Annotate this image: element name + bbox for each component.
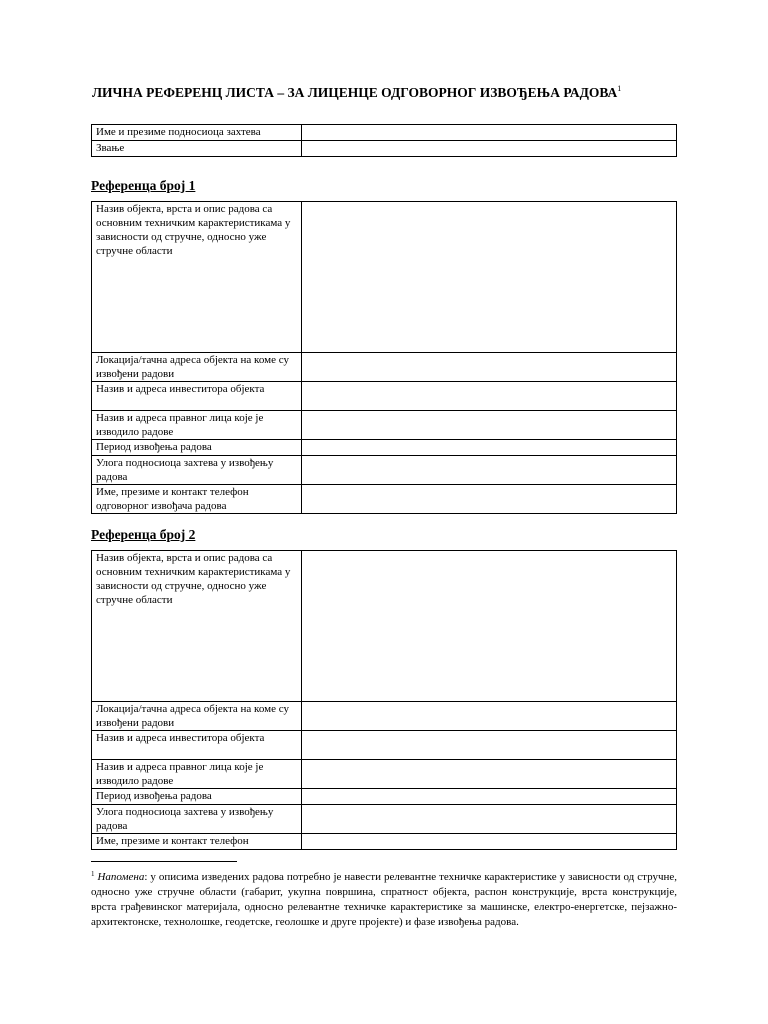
ref1-period-field[interactable] — [302, 440, 677, 456]
ref2-row-label: Назив објекта, врста и опис радова са основним техничким карактеристикама у зависности од стручне, односно уже стручне области — [92, 551, 302, 702]
ref1-row-label: Назив и адреса правног лица које је изводило радове — [92, 411, 302, 440]
applicant-name-label: Име и презиме подносиоца захтева — [92, 125, 302, 141]
ref1-investor-field[interactable] — [302, 382, 677, 411]
title-footnote-mark: 1 — [617, 84, 622, 93]
reference-1-heading: Референца број 1 — [91, 178, 196, 193]
ref1-object-field[interactable] — [302, 202, 677, 353]
ref2-period-field[interactable] — [302, 789, 677, 805]
ref1-row-label: Локација/тачна адреса објекта на коме су извођени радови — [92, 353, 302, 382]
reference-2-heading: Референца број 2 — [91, 527, 196, 542]
ref2-row-label: Име, презиме и контакт телефон — [92, 834, 302, 850]
ref1-row-label: Назив и адреса инвеститора објекта — [92, 382, 302, 411]
ref2-contractor-field[interactable] — [302, 760, 677, 789]
applicant-table — [91, 124, 677, 157]
ref1-row-label: Период извођења радова — [92, 440, 302, 456]
reference-1-table — [91, 201, 677, 514]
page-title — [92, 84, 692, 101]
ref2-row-label: Улога подносиоца захтева у извођењу радова — [92, 805, 302, 834]
footnote-text: : у описима изведених радова потребно је навести релевантне техничке карактеристике у зависности од стручне, односно уже стручне области (габарит, укупна површина, спратност објекта, распон конструкције, врста конструкције, врста грађевинског материјала, односно релевантне техничке карактеристике за машинске, електро-енергетске, пејзажно-архитектонске, технолошке, геодетске, геолошке и друге пројекте) и фазе извођења радова. — [91, 871, 677, 928]
ref1-row-label: Име, презиме и контакт телефон одговорног извођача радова — [92, 485, 302, 514]
ref1-role-field[interactable] — [302, 456, 677, 485]
footnote-label: Напомена — [97, 871, 145, 883]
ref2-row-label: Период извођења радова — [92, 789, 302, 805]
reference-2-table — [91, 550, 677, 850]
ref1-contractor-field[interactable] — [302, 411, 677, 440]
applicant-title-label: Звање — [92, 141, 302, 157]
ref2-row-label: Локација/тачна адреса објекта на коме су извођени радови — [92, 702, 302, 731]
ref1-row-label: Улога подносиоца захтева у извођењу радова — [92, 456, 302, 485]
ref1-contact-field[interactable] — [302, 485, 677, 514]
ref2-role-field[interactable] — [302, 805, 677, 834]
page-title-text: ЛИЧНА РЕФЕРЕНЦ ЛИСТА – ЗА ЛИЦЕНЦЕ ОДГОВОРНОГ ИЗВОЂЕЊА РАДОВА — [92, 85, 618, 100]
ref1-location-field[interactable] — [302, 353, 677, 382]
ref2-row-label: Назив и адреса правног лица које је изводило радове — [92, 760, 302, 789]
ref2-object-field[interactable] — [302, 551, 677, 702]
ref2-contact-field[interactable] — [302, 834, 677, 850]
ref2-row-label: Назив и адреса инвеститора објекта — [92, 731, 302, 760]
ref2-location-field[interactable] — [302, 702, 677, 731]
ref2-investor-field[interactable] — [302, 731, 677, 760]
footnote-divider — [91, 861, 237, 862]
applicant-title-field[interactable] — [302, 141, 677, 157]
footnote — [91, 867, 677, 930]
ref1-row-label: Назив објекта, врста и опис радова са основним техничким карактеристикама у зависности од стручне, односно уже стручне области — [92, 202, 302, 353]
applicant-name-field[interactable] — [302, 125, 677, 141]
footnote-mark: 1 — [91, 870, 95, 878]
